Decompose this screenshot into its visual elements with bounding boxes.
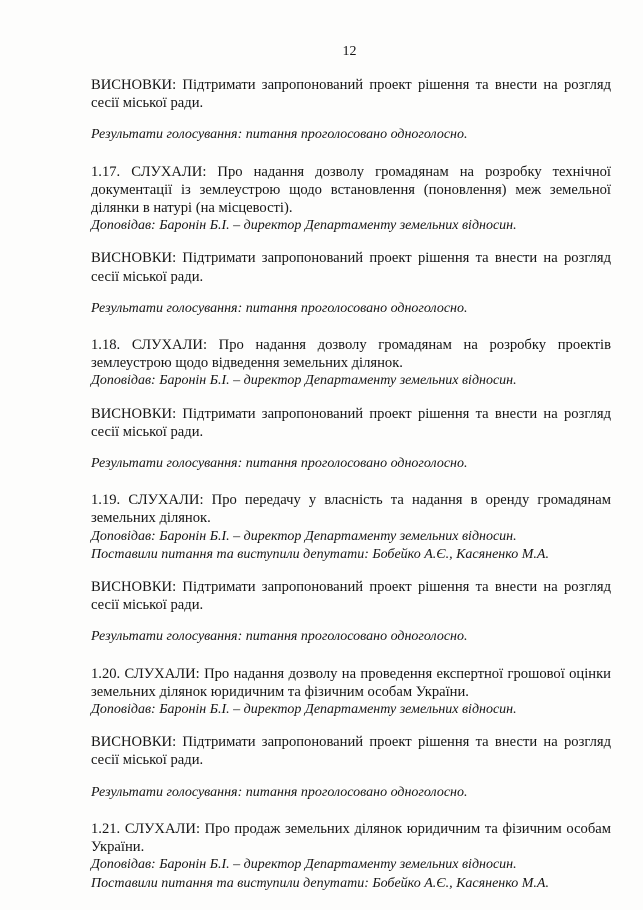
- conclusion-paragraph: ВИСНОВКИ: Підтримати запропонований проект рішення та внести на розгляд сесії міської ради.: [91, 250, 611, 285]
- speaker-line: Доповідав: Баронін Б.І. – директор Департаменту земельних відносин.: [91, 218, 517, 234]
- conclusion-paragraph: ВИСНОВКИ: Підтримати запропонований проект рішення та внести на розгляд сесії міської ради.: [91, 734, 611, 769]
- agenda-item-1-19: [91, 491, 611, 646]
- speaker-line: Доповідав: Баронін Б.І. – директор Департаменту земельних відносин.: [91, 857, 517, 873]
- agenda-item-1-20: [91, 665, 611, 802]
- conclusion-paragraph: ВИСНОВКИ: Підтримати запропонований проект рішення та внести на розгляд сесії міської ради.: [91, 579, 611, 614]
- speaker-line: Доповідав: Баронін Б.І. – директор Департаменту земельних відносин.: [91, 528, 517, 544]
- vote-result: Результати голосування: питання проголосовано одноголосно.: [91, 127, 468, 143]
- document-body: [91, 76, 611, 893]
- heard-paragraph: 1.20. СЛУХАЛИ: Про надання дозволу на проведення експертної грошової оцінки земельних ділянок юридичним та фізичним особам України.: [91, 665, 611, 700]
- conclusion-paragraph: ВИСНОВКИ: Підтримати запропонований проект рішення та внести на розгляд сесії міської ради.: [91, 405, 611, 440]
- vote-result: Результати голосування: питання проголосовано одноголосно.: [91, 456, 468, 472]
- speaker-line: Доповідав: Баронін Б.І. – директор Департаменту земельних відносин.: [91, 373, 517, 389]
- heard-paragraph: 1.18. СЛУХАЛИ: Про надання дозволу громадянам на розробку проектів землеустрою щодо відведення земельних ділянок.: [91, 337, 611, 372]
- vote-result: Результати голосування: питання проголосовано одноголосно.: [91, 300, 468, 316]
- vote-result: Результати голосування: питання проголосовано одноголосно.: [91, 629, 468, 645]
- agenda-item-1-21: [91, 820, 611, 893]
- speaker-line: Доповідав: Баронін Б.І. – директор Департаменту земельних відносин.: [91, 702, 517, 718]
- heard-paragraph: 1.21. СЛУХАЛИ: Про продаж земельних ділянок юридичним та фізичним особам України.: [91, 820, 611, 856]
- page-number: 12: [342, 44, 357, 59]
- questions-line: Поставили питання та виступили депутати: Бобейко А.Є., Касяненко М.А.: [91, 875, 549, 891]
- heard-paragraph: 1.19. СЛУХАЛИ: Про передачу у власність та надання в оренду громадянам земельних ділянок.: [91, 492, 611, 527]
- vote-result: Результати голосування: питання проголосовано одноголосно.: [91, 784, 468, 800]
- conclusion-paragraph: ВИСНОВКИ: Підтримати запропонований проект рішення та внести на розгляд сесії міської ради.: [91, 77, 611, 112]
- agenda-item-1-17: [91, 163, 611, 318]
- agenda-item-1-18: [91, 336, 611, 473]
- heard-paragraph: 1.17. СЛУХАЛИ: Про надання дозволу громадянам на розробку технічної документації із землеустрою щодо встановлення (поновлення) меж земельної ділянки в натурі (на місцевості).: [91, 163, 611, 217]
- questions-line: Поставили питання та виступили депутати: Бобейко А.Є., Касяненко М.А.: [91, 546, 549, 562]
